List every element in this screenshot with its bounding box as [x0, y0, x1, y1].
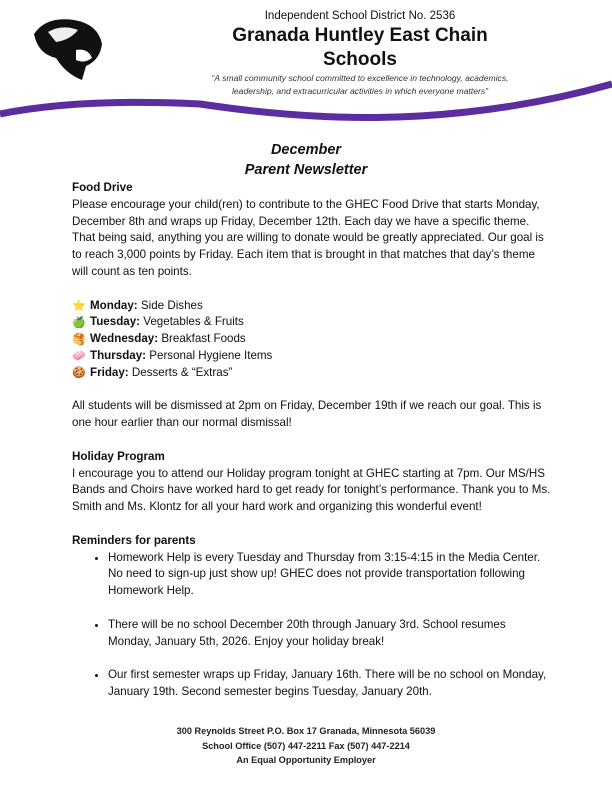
- newsletter-title: [0, 140, 612, 180]
- title-month: December: [270, 142, 342, 158]
- day-label: Wednesday:: [90, 332, 159, 346]
- school-name-line2: Schools: [323, 49, 397, 70]
- reminder-item: • There will be no school December 20th through January 3rd. School resumes Monday, January 5th, 2026. Enjoy your holiday break!: [108, 617, 552, 651]
- district-name: Independent School District No. 2536: [264, 10, 456, 22]
- soap-icon: 🧼: [72, 350, 86, 363]
- cookie-icon: 🍪: [72, 367, 86, 380]
- day-label: Friday:: [90, 365, 129, 379]
- day-theme: Desserts & “Extras”: [128, 365, 233, 379]
- food-drive-day: [72, 331, 552, 348]
- school-name-line1: Granada Huntley East Chain: [232, 25, 488, 46]
- reminders-list: [72, 550, 552, 701]
- day-label: Tuesday:: [90, 315, 141, 329]
- dismissal-text: All students will be dismissed at 2pm on Friday, December 19th if we reach our goal. This is one hour earlier than our normal dismissal!: [72, 399, 542, 430]
- day-label: Monday:: [90, 298, 138, 312]
- food-drive-heading: Food Drive: [72, 181, 133, 194]
- food-drive-day: [72, 298, 552, 315]
- holiday-text: I encourage you to attend our Holiday program tonight at GHEC starting at 7pm. Our MS/HS Bands and Choirs have worked hard to get ready for tonight’s performance. Thank you to Ms. Smith and Ms. Klontz for all your hard work and organizing this wonderful event!: [72, 466, 551, 514]
- day-theme: Vegetables & Fruits: [140, 315, 244, 329]
- star-icon: ⭐: [72, 299, 86, 312]
- school-name: [150, 24, 570, 72]
- holiday-heading: Holiday Program: [72, 449, 165, 463]
- reminder-item: • Our first semester wraps up Friday, January 16th. There will be no school on Monday, January 19th. Second semester begins Tuesday, January 20th.: [108, 667, 552, 701]
- day-label: Thursday:: [90, 348, 147, 362]
- footer-phone: School Office (507) 447-2211 Fax (507) 447-2214: [202, 740, 410, 751]
- apple-icon: 🍏: [72, 316, 86, 329]
- food-drive-days: [72, 298, 552, 382]
- newsletter-body: [72, 180, 552, 718]
- footer-eoe: An Equal Opportunity Employer: [236, 755, 376, 765]
- day-theme: Personal Hygiene Items: [146, 348, 273, 362]
- jaguar-logo: [26, 14, 106, 84]
- day-theme: Side Dishes: [137, 298, 203, 312]
- footer: [0, 724, 612, 768]
- day-theme: Breakfast Foods: [158, 332, 246, 346]
- food-drive-day: [72, 348, 552, 365]
- food-drive-day: [72, 314, 552, 331]
- food-drive-day: [72, 365, 552, 382]
- footer-address: 300 Reynolds Street P.O. Box 17 Granada, Minnesota 56039: [176, 726, 436, 736]
- food-drive-text: Please encourage your child(ren) to contribute to the GHEC Food Drive that starts Monday, December 8th and wraps up Friday, December 12th. Each day we have a specific theme. That being said, anything you are willing to donate would be greatly appreciated. Our goal is to reach 3,000 points by Friday. Each item that is brought in that matches that day’s theme will count as ten points.: [72, 197, 544, 278]
- purple-wave-divider: [0, 80, 612, 130]
- title-subtitle: Parent Newsletter: [244, 162, 368, 178]
- reminders-heading: Reminders for parents: [72, 533, 196, 547]
- motto-line1: “A small community school committed to excellence in technology, academics,: [211, 73, 509, 83]
- motto-line2: leadership, and extracurricular activities in which everyone matters”: [231, 86, 488, 96]
- reminder-item: • Homework Help is every Tuesday and Thursday from 3:15-4:15 in the Media Center. No need to sign-up just show up! GHEC does not provide transportation following Homework Help.: [108, 550, 552, 600]
- pancakes-icon: 🥞: [72, 333, 86, 346]
